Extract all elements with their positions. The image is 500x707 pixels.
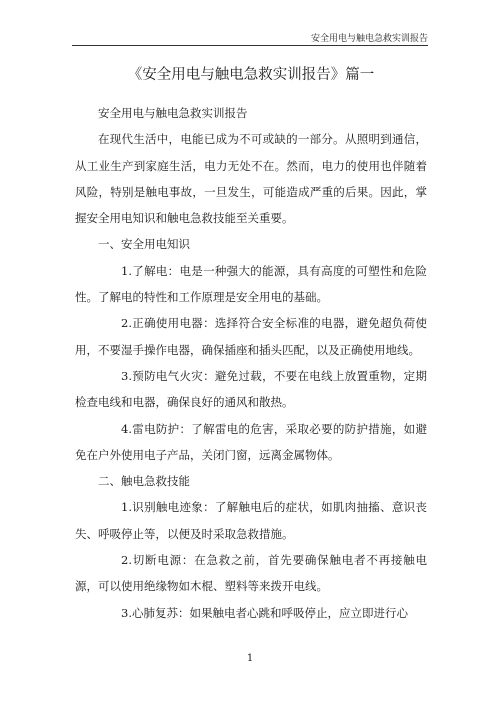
page-number: 1: [246, 653, 254, 664]
paragraph-item-4: 4.雷电防护：了解雷电的危害，采取必要的防护措施，如避免在户外使用电子产品，关闭门窗，远离金属物体。: [75, 421, 427, 462]
paragraph-subtitle: 安全用电与触电急救实训报告: [98, 106, 248, 120]
paragraph-aid-1: 1.识别触电迹象：了解触电后的症状，如肌肉抽搐、意识丧失、呼吸停止等，以便及时采取急救措施。: [75, 500, 427, 541]
section-heading-firstaid: 二、触电急救技能: [98, 474, 190, 489]
running-title: 安全用电与触电急救实训报告: [310, 34, 428, 44]
section-heading-safety: 一、安全用电知识: [98, 237, 190, 252]
paragraph-aid-3: 3.心肺复苏：如果触电者心跳和呼吸停止，应立即进行心: [121, 605, 408, 620]
paragraph-item-3: 3.预防电气火灾：避免过载，不要在电线上放置重物，定期检查电线和电器，确保良好的通风和散热。: [75, 368, 427, 410]
document-body: [75, 62, 427, 626]
paragraph-intro: 在现代生活中，电能已成为不可或缺的一部分。从照明到通信，从工业生产到家庭生活，电力无处不在。然而，电力的使用也伴随着风险，特别是触电事故，一旦发生，可能造成严重的后果。因此，掌握安全用电知识和触电急救技能至关重要。: [75, 132, 427, 226]
header-rule: [72, 45, 428, 46]
document-title: 《安全用电与触电急救实训报告》篇一: [127, 67, 375, 83]
paragraph-item-1: 1.了解电：电是一种强大的能源，具有高度的可塑性和危险性。了解电的特性和工作原理是安全用电的基础。: [75, 263, 427, 305]
page-header: [0, 0, 500, 44]
paragraph-item-2: 2.正确使用电器：选择符合安全标准的电器，避免超负荷使用，不要湿手操作电器，确保插座和插头匹配，以及正确使用地线。: [75, 316, 427, 357]
paragraph-aid-2: 2.切断电源：在急救之前，首先要确保触电者不再接触电源，可以使用绝缘物如木棍、塑料等来拨开电线。: [75, 553, 427, 594]
